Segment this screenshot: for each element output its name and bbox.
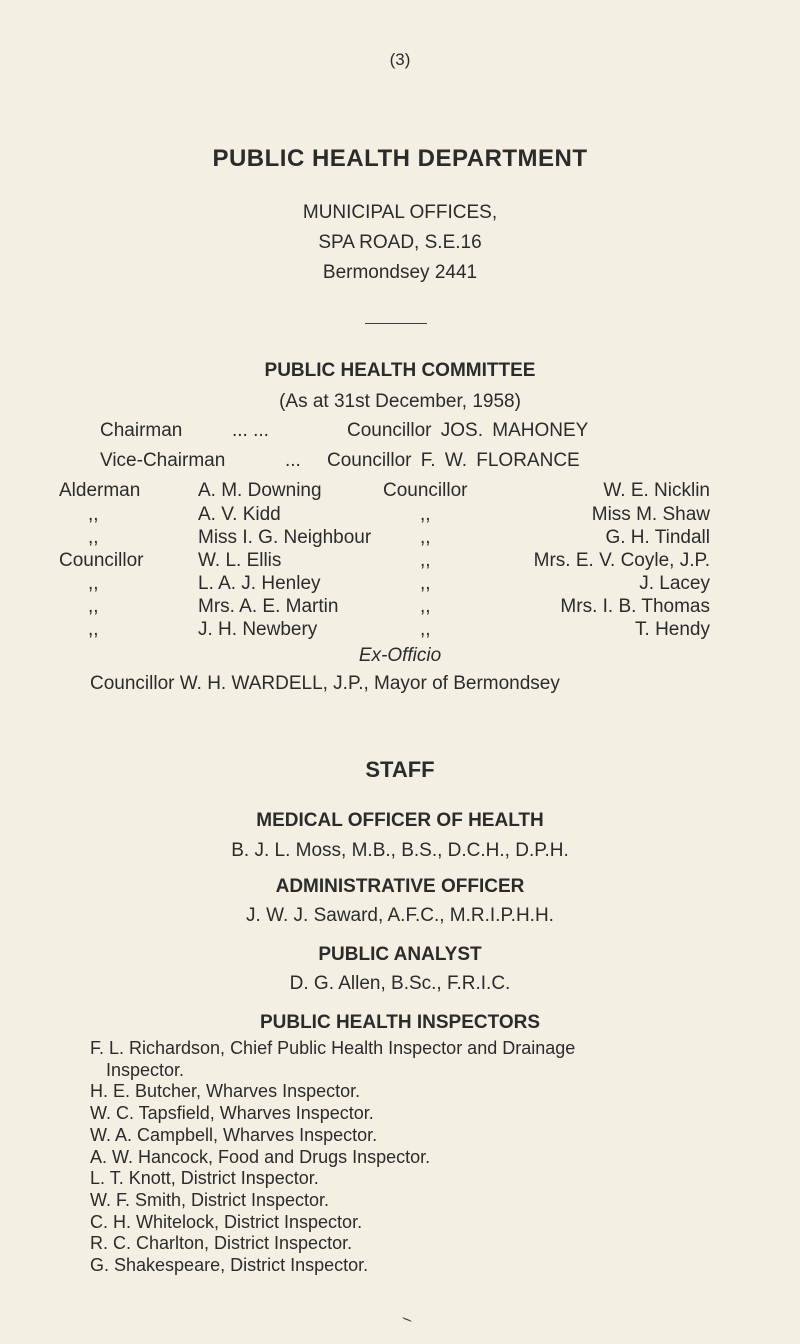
list-item: A. W. Hancock, Food and Drugs Inspector.	[90, 1146, 431, 1167]
member-left-title: ,,	[88, 619, 99, 640]
vice-chairman-name: Councillor F. W. FLORANCE	[327, 450, 580, 471]
list-item: H. E. Butcher, Wharves Inspector.	[90, 1081, 361, 1102]
moh-name: B. J. L. Moss, M.B., B.S., D.C.H., D.P.H.	[231, 840, 569, 861]
member-right-name: G. H. Tindall	[605, 527, 710, 548]
member-left-name: A. V. Kidd	[198, 504, 281, 525]
moh-heading: MEDICAL OFFICER OF HEALTH	[256, 810, 544, 831]
member-left-name: J. H. Newbery	[198, 619, 318, 640]
address-line-2: SPA ROAD, S.E.16	[318, 232, 482, 253]
list-item: Inspector.	[106, 1059, 185, 1080]
member-right-name: T. Hendy	[635, 619, 710, 640]
list-item: W. C. Tapsfield, Wharves Inspector.	[90, 1103, 374, 1124]
member-right-name: Miss M. Shaw	[591, 504, 710, 525]
member-left-name: W. L. Ellis	[198, 550, 282, 571]
member-right-name: Mrs. E. V. Coyle, J.P.	[533, 550, 710, 571]
list-item: W. F. Smith, District Inspector.	[90, 1189, 330, 1210]
inspectors-list	[90, 1038, 710, 1277]
inspectors-heading: PUBLIC HEALTH INSPECTORS	[259, 1012, 541, 1033]
ex-officio-label: Ex-Officio	[358, 645, 442, 666]
vice-chairman-label: Vice-Chairman	[100, 450, 226, 471]
chairman-label: Chairman	[100, 420, 183, 441]
member-left-name: A. M. Downing	[198, 480, 322, 501]
member-right-name: J. Lacey	[639, 573, 710, 594]
address-line-1: MUNICIPAL OFFICES,	[302, 202, 498, 223]
list-item: L. T. Knott, District Inspector.	[90, 1168, 319, 1189]
member-left-name: Miss I. G. Neighbour	[198, 527, 372, 548]
member-left-title: ,,	[88, 504, 99, 525]
chairman-name: Councillor JOS. MAHONEY	[347, 420, 589, 441]
staff-title: STAFF	[365, 757, 435, 782]
member-right-title: ,,	[420, 619, 431, 640]
admin-name: J. W. J. Saward, A.F.C., M.R.I.P.H.H.	[246, 905, 554, 926]
committee-date: (As at 31st December, 1958)	[279, 391, 521, 412]
member-right-title: Councillor	[383, 480, 468, 501]
divider	[365, 323, 427, 324]
member-right-title: ,,	[420, 527, 431, 548]
admin-heading: ADMINISTRATIVE OFFICER	[275, 876, 525, 897]
member-left-title: ,,	[88, 596, 99, 617]
analyst-heading: PUBLIC ANALYST	[318, 944, 482, 965]
list-item: C. H. Whitelock, District Inspector.	[90, 1211, 363, 1232]
ex-officio-member: Councillor W. H. WARDELL, J.P., Mayor of Bermondsey	[90, 673, 560, 694]
list-item: G. Shakespeare, District Inspector.	[90, 1255, 369, 1276]
analyst-name: D. G. Allen, B.Sc., F.R.I.C.	[289, 973, 511, 994]
department-title: PUBLIC HEALTH DEPARTMENT	[212, 145, 588, 172]
member-right-name: Mrs. I. B. Thomas	[560, 596, 710, 617]
member-left-title: ,,	[88, 573, 99, 594]
member-left-title: ,,	[88, 527, 99, 548]
member-left-title: Alderman	[59, 480, 141, 501]
member-right-title: ,,	[420, 504, 431, 525]
ink-mark-icon	[402, 1316, 412, 1322]
vice-chairman-dots: ...	[285, 450, 301, 471]
member-right-title: ,,	[420, 573, 431, 594]
member-right-name: W. E. Nicklin	[603, 480, 710, 501]
committee-title: PUBLIC HEALTH COMMITTEE	[264, 360, 536, 381]
chairman-dots: ... ...	[232, 420, 269, 441]
member-left-title: Councillor	[59, 550, 144, 571]
page-number: (3)	[389, 50, 411, 69]
member-right-title: ,,	[420, 596, 431, 617]
telephone: Bermondsey 2441	[322, 262, 478, 283]
member-right-title: ,,	[420, 550, 431, 571]
member-left-name: Mrs. A. E. Martin	[198, 596, 339, 617]
list-item: F. L. Richardson, Chief Public Health Inspector and Drainage	[90, 1038, 576, 1058]
list-item: W. A. Campbell, Wharves Inspector.	[90, 1124, 378, 1145]
member-left-name: L. A. J. Henley	[198, 573, 321, 594]
list-item: R. C. Charlton, District Inspector.	[90, 1233, 353, 1254]
